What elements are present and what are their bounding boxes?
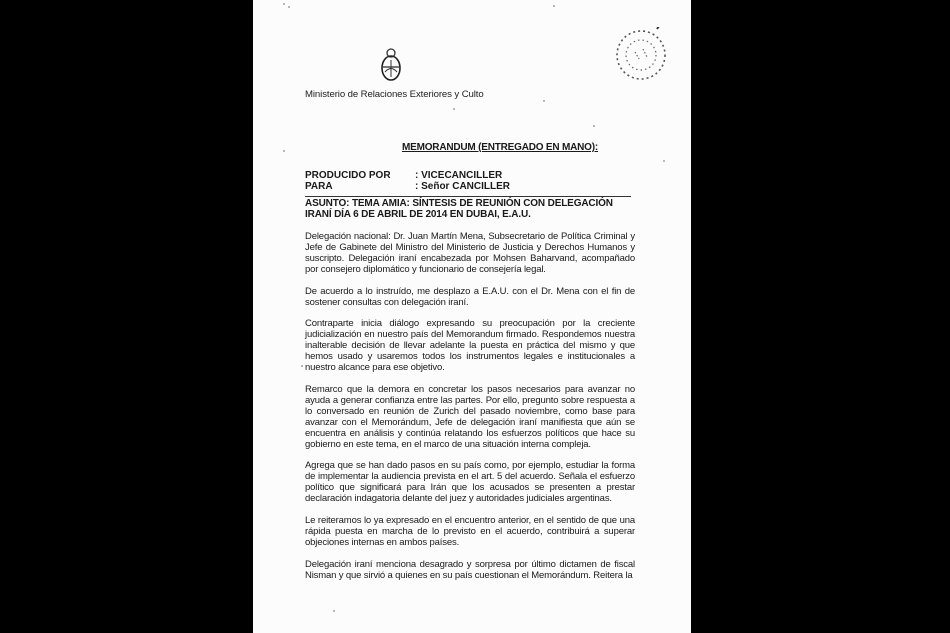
scan-speck [301,365,303,367]
scan-speck [543,100,545,102]
paragraph: Contraparte inicia diálogo expresando su preocupación por la creciente judicialización en nuestro país del Memorandum firmado. Respondemos nuestra inalterable decisión de llevar adelante la puesta en práctica del mismo y que hemos usado y usaremos todos los instrumentos legales e institucionales a nuestro alcance para ese objetivo. [305,318,635,374]
paragraph: Le reiteramos lo ya expresado en el encuentro anterior, en el sentido de que una rápida puesta en marcha de lo previsto en el acuerdo, contribuirá a superar objeciones internas en ambos países. [305,515,635,548]
meta-value: : VICECANCILLER [415,170,503,181]
meta-row-producido [305,171,510,182]
paragraph: Delegación iraní menciona desagrado y sorpresa por último dictamen de fiscal Nisman y que sirvió a quienes en su país cuestionan el Memorándum. Reitera la [305,558,635,581]
memorandum-title: MEMORANDUM (ENTREGADO EN MANO): [401,142,598,153]
divider-line [305,196,631,197]
scan-speck [553,5,555,7]
scan-speck [663,160,665,162]
ministry-name: Ministerio de Relaciones Exteriores y Culto [305,89,484,100]
meta-label: PARA [305,180,333,192]
paragraph: De acuerdo a lo instruído, me desplazo a E.A.U. con el Dr. Mena con el fin de sostener consultas con delegación iraní. [305,285,635,308]
paragraph: Agrega que se han dado pasos en su país como, por ejemplo, estudiar la forma de implementar la audiencia prevista en el art. 5 del acuerdo. Señala el esfuerzo político que significará para Irán que los acusados se presenten a prestar declaración indagatoria delante del juez y autoridades judiciales argentinas. [305,460,635,505]
scan-speck [333,610,335,612]
argentina-coat-of-arms-icon [380,47,402,83]
paragraph: Delegación nacional: Dr. Juan Martín Mena, Subsecretario de Política Criminal y Jefe de Gabinete del Ministro del Ministerio de Justicia y Derechos Humanos y suscripto. Delegación iraní encabezada por Mohsen Baharvand, acompañado por consejero diplomático y funcionario de consejería legal. [305,231,635,275]
scan-speck [593,125,595,127]
circular-stamp-icon [613,27,669,83]
document-page [253,0,691,633]
meta-label: PRODUCIDO POR [305,170,391,181]
memo-subject: ASUNTO: TEMA AMIA: SÍNTESIS DE REUNIÓN CON DELEGACIÓN IRANÍ DÍA 6 DE ABRIL DE 2014 EN DUBAI, E.A.U. [305,198,613,220]
memo-body [305,232,635,593]
paragraph: Remarco que la demora en concretar los pasos necesarios para avanzar no ayuda a generar confianza entre las partes. Por ello, pregunto sobre respuesta a lo conversado en reunión de Zurich del pasado noviembre, como base para avanzar con el Memorándum, Jefe de delegación iraní manifiesta que aún se encuentra en análisis y continúa relatando los esfuerzos políticos que hace su gobierno en este tema, en el marco de una situación interna compleja. [305,383,635,450]
meta-row-para [305,182,510,193]
scan-speck [453,108,455,110]
memo-header-fields [305,171,510,192]
scan-speck [283,3,285,5]
scan-speck [288,6,290,8]
meta-value: : Señor CANCILLER [415,180,510,192]
